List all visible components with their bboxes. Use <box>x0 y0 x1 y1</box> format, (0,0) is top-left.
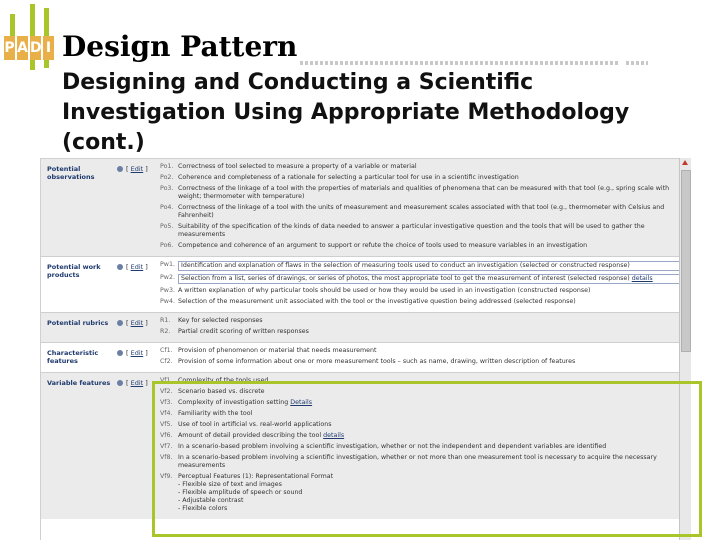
row-text-value: Complexity of investigation setting <box>178 399 289 406</box>
table-row <box>160 317 681 325</box>
row-text <box>178 473 681 513</box>
row-code: Pw2. <box>160 274 175 281</box>
table-row <box>160 287 681 295</box>
row-text-value: Use of tool in artificial vs. real-world applications <box>178 421 332 428</box>
section-label: Characteristic features <box>47 349 99 365</box>
scrollbar[interactable] <box>679 158 691 540</box>
edit-control[interactable]: [ Edit ] <box>117 319 148 327</box>
row-code: Vf9. <box>160 473 173 480</box>
design-pattern-table <box>40 158 691 540</box>
table-row <box>160 347 681 355</box>
table-row <box>160 443 681 451</box>
row-code: Po2. <box>160 174 174 181</box>
row-code: Po5. <box>160 223 174 230</box>
row-text <box>178 421 681 429</box>
row-code: Vf6. <box>160 432 173 439</box>
info-icon[interactable] <box>117 320 123 326</box>
row-code: Vf3. <box>160 399 173 406</box>
edit-control[interactable]: [ Edit ] <box>117 165 148 173</box>
table-row <box>160 328 681 336</box>
edit-control[interactable]: [ Edit ] <box>117 349 148 357</box>
row-text <box>178 454 681 470</box>
row-text-value: Correctness of the linkage of a tool with the properties of materials and qualities of phenomena that can be measured with that tool (e.g., spring scale with weight; thermometer with temperature) <box>178 185 670 200</box>
row-text-value: Correctness of tool selected to measure a property of a variable or material <box>178 163 417 170</box>
section <box>41 372 691 519</box>
row-text-value: Complexity of the tools used <box>178 377 269 384</box>
table-row <box>160 358 681 366</box>
row-text-value: Perceptual Features (1): Representational Format - Flexible size of text and images - Flexible amplitude of speech or sound - Adjustable contrast - Flexible colors <box>178 473 334 512</box>
row-text <box>178 174 681 182</box>
table-row <box>160 174 681 182</box>
info-icon[interactable] <box>117 380 123 386</box>
row-text <box>178 388 681 396</box>
row-code: Po4. <box>160 204 174 211</box>
row-text-value: Correctness of the linkage of a tool with the units of measurement and measurement scales associated with that tool (e.g., thermometer with Celsius and Fahrenheit) <box>178 204 665 219</box>
row-text <box>178 274 681 284</box>
slide-subtitle: Designing and Conducting a Scientific Investigation Using Appropriate Methodology (cont.) <box>62 70 630 155</box>
row-text-value: Provision of some information about one or more measurement tools – such as name, drawing, written description of features <box>178 358 576 365</box>
info-icon[interactable] <box>117 264 123 270</box>
row-text <box>178 432 681 440</box>
row-code: Pw4. <box>160 298 175 305</box>
edit-link[interactable]: Edit <box>130 319 144 327</box>
row-code: Pw1. <box>160 261 175 268</box>
edit-link[interactable]: Edit <box>130 165 144 173</box>
table-row <box>160 185 681 201</box>
table-row <box>160 432 681 440</box>
row-code: Po3. <box>160 185 174 192</box>
table-row <box>160 410 681 418</box>
section <box>41 158 691 256</box>
section-label: Potential observations <box>47 165 95 181</box>
scroll-thumb[interactable] <box>681 170 691 352</box>
row-text-value: Partial credit scoring of written responses <box>178 328 309 335</box>
row-text <box>178 242 681 250</box>
row-code: Vf5. <box>160 421 173 428</box>
row-text <box>178 261 681 271</box>
row-text-value: Amount of detail provided describing the tool <box>178 432 322 439</box>
section <box>41 342 691 372</box>
section <box>41 312 691 342</box>
row-text-value: Provision of phenomenon or material that needs measurement <box>178 347 377 354</box>
slide-title: Design Pattern <box>62 30 298 63</box>
table-row <box>160 473 681 513</box>
row-text <box>178 185 681 201</box>
row-text-value: Key for selected responses <box>178 317 263 324</box>
row-code: R1. <box>160 317 171 324</box>
row-text <box>178 358 681 366</box>
edit-link[interactable]: Edit <box>130 263 144 271</box>
row-code: Vf2. <box>160 388 173 395</box>
row-code: R2. <box>160 328 171 335</box>
row-text-value: Selection of the measurement unit associated with the tool or the investigative question being addressed (selected response) <box>178 298 576 305</box>
table-row <box>160 204 681 220</box>
row-text <box>178 317 681 325</box>
details-link[interactable]: details <box>631 275 653 282</box>
section-label: Potential work products <box>47 263 101 279</box>
scroll-up-icon[interactable] <box>682 160 688 165</box>
table-row <box>160 163 681 171</box>
section <box>41 256 691 312</box>
table-row <box>160 223 681 239</box>
details-link[interactable]: Details <box>290 399 313 406</box>
row-code: Po6. <box>160 242 174 249</box>
row-text-value: Suitability of the specification of the kinds of data needed to answer a particular investigative question and the tools that will be used to gather the measurements <box>178 223 645 238</box>
row-text <box>178 347 681 355</box>
table-row <box>160 274 681 284</box>
logo-letter: A <box>17 36 28 60</box>
row-text-value: A written explanation of why particular tools should be used or how they would be used in an investigation (constructed response) <box>178 287 591 294</box>
table-row <box>160 421 681 429</box>
row-text <box>178 287 681 295</box>
row-text <box>178 223 681 239</box>
row-text-value: Selection from a list, series of drawings, or series of photos, the most appropriate tool to get the measurement of interest (selected response) <box>181 275 630 282</box>
info-icon[interactable] <box>117 166 123 172</box>
row-text <box>178 163 681 171</box>
row-text-value: Familiarity with the tool <box>178 410 253 417</box>
section-label: Potential rubrics <box>47 319 109 327</box>
row-text-value: Identification and explanation of flaws in the selection of measuring tools used to conduct an investigation (selected or constructed response) <box>181 262 630 269</box>
edit-control[interactable]: [ Edit ] <box>117 379 148 387</box>
row-code: Vf1. <box>160 377 173 384</box>
row-text-value: Coherence and completeness of a rationale for selecting a particular tool for use in a scientific investigation <box>178 174 519 181</box>
info-icon[interactable] <box>117 350 123 356</box>
logo-letter: P <box>4 36 15 60</box>
divider <box>626 61 648 65</box>
table-row <box>160 388 681 396</box>
table-row <box>160 377 681 385</box>
table-row <box>160 454 681 470</box>
edit-control[interactable]: [ Edit ] <box>117 263 148 271</box>
table-row <box>160 298 681 306</box>
row-text <box>178 377 681 385</box>
row-text <box>178 410 681 418</box>
row-code: Po1. <box>160 163 174 170</box>
row-code: Pw3. <box>160 287 175 294</box>
row-text-value: In a scenario-based problem involving a scientific investigation, whether or not the independent and dependent variables are identified <box>178 443 607 450</box>
row-text <box>178 328 681 336</box>
edit-link[interactable]: Edit <box>130 379 144 387</box>
divider <box>300 61 620 65</box>
edit-link[interactable]: Edit <box>130 349 144 357</box>
row-text <box>178 298 681 306</box>
row-code: Vf4. <box>160 410 173 417</box>
row-text <box>178 204 681 220</box>
row-text <box>178 443 681 451</box>
table-row <box>160 242 681 250</box>
table-row <box>160 261 681 271</box>
row-text-value: Competence and coherence of an argument to support or refute the choice of tools used to measure variables in an investigation <box>178 242 588 249</box>
table-row <box>160 399 681 407</box>
row-code: Vf7. <box>160 443 173 450</box>
row-code: Vf8. <box>160 454 173 461</box>
logo-letter: D <box>30 36 41 60</box>
padi-logo <box>4 4 56 70</box>
row-code: Cf2. <box>160 358 173 365</box>
logo-letter: I <box>43 36 54 60</box>
row-text <box>178 399 681 407</box>
details-link[interactable]: details <box>323 432 345 439</box>
section-label: Variable features <box>47 379 111 387</box>
row-text-value: Scenario based vs. discrete <box>178 388 265 395</box>
row-code: Cf1. <box>160 347 173 354</box>
row-text-value: In a scenario-based problem involving a scientific investigation, whether or not more than one measurement tool is necessary to acquire the necessary measurements <box>178 454 657 469</box>
